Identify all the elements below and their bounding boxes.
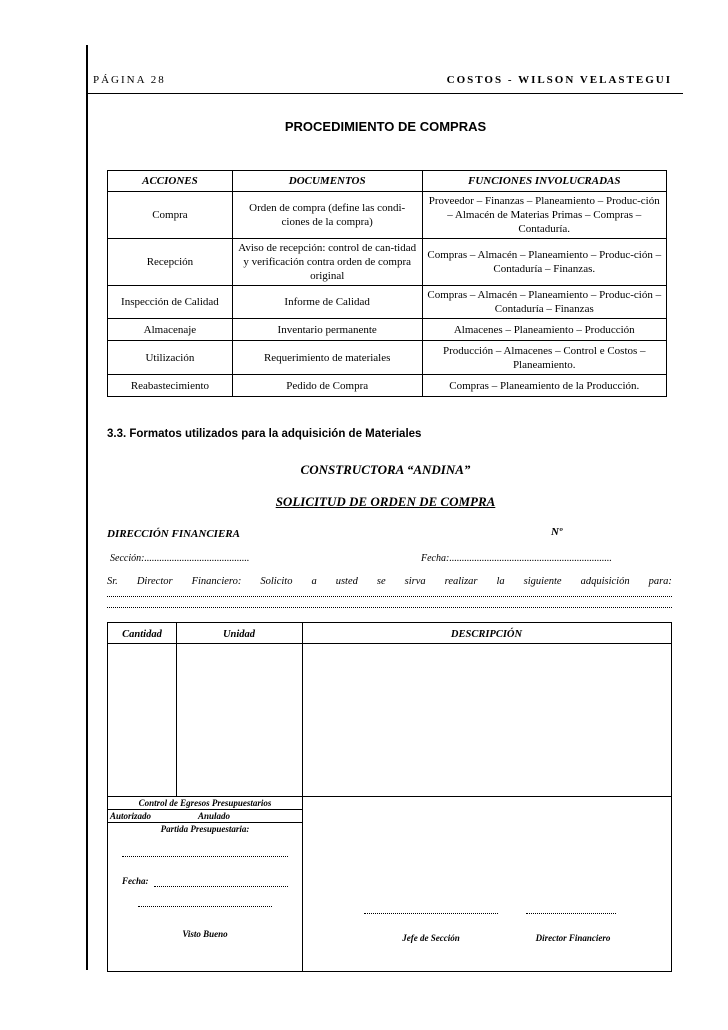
request-word: Solicito bbox=[260, 576, 293, 587]
document-cell: Pedido de Compra bbox=[232, 375, 422, 397]
request-word: usted bbox=[335, 576, 358, 587]
header-divider bbox=[88, 93, 683, 94]
functions-cell: Compras – Almacén – Planeamiento – Produc-ción – Contaduría – Finanzas. bbox=[422, 239, 667, 286]
document-cell: Informe de Calidad bbox=[232, 286, 422, 319]
request-word: para: bbox=[648, 576, 672, 587]
table-header-row bbox=[108, 171, 667, 192]
budget-control-label: Control de Egresos Presupuestarios bbox=[138, 798, 272, 808]
table-row bbox=[108, 375, 667, 397]
section-head-label: Jefe de Sección bbox=[402, 933, 460, 943]
procedure-table bbox=[107, 170, 667, 397]
cancelled-label: Anulado bbox=[198, 811, 231, 821]
column-header: DOCUMENTOS bbox=[232, 171, 422, 192]
request-word: sirva bbox=[404, 576, 426, 587]
header-rule bbox=[108, 643, 671, 644]
section-rule bbox=[108, 796, 671, 797]
table-row bbox=[108, 319, 667, 341]
request-word: adquisición bbox=[580, 576, 630, 587]
procedure-title: PROCEDIMIENTO DE COMPRAS bbox=[284, 119, 487, 134]
request-word: siguiente bbox=[523, 576, 562, 587]
request-word: la bbox=[496, 576, 505, 587]
financial-director-label: Director Financiero bbox=[535, 933, 611, 943]
request-word: a bbox=[311, 576, 317, 587]
authorized-label: Autorizado bbox=[110, 811, 152, 821]
order-form-grid bbox=[107, 622, 672, 972]
functions-cell: Producción – Almacenes – Control e Costos – Planeamiento. bbox=[422, 341, 667, 375]
functions-cell: Compras – Almacén – Planeamiento – Produc-ción – Contaduría – Finanzas bbox=[422, 286, 667, 319]
column-header: FUNCIONES INVOLUCRADAS bbox=[422, 171, 667, 192]
table-row bbox=[108, 286, 667, 319]
request-sentence bbox=[107, 576, 672, 587]
action-cell: Almacenaje bbox=[108, 319, 233, 341]
action-cell: Inspección de Calidad bbox=[108, 286, 233, 319]
director-signature-line[interactable] bbox=[526, 913, 616, 914]
action-cell: Utilización bbox=[108, 341, 233, 375]
table-row bbox=[108, 192, 667, 239]
quantity-column-header: Cantidad bbox=[122, 629, 162, 640]
description-column-header: DESCRIPCIÓN bbox=[450, 629, 523, 640]
section-field[interactable]: Sección:.......................................... bbox=[110, 553, 250, 564]
request-word: Director bbox=[136, 576, 173, 587]
section-heading: 3.3. Formatos utilizados para la adquisición de Materiales bbox=[107, 428, 422, 440]
budget-item-line[interactable] bbox=[122, 856, 288, 857]
department-label: DIRECCIÓN FINANCIERA bbox=[107, 528, 240, 540]
table-row bbox=[108, 341, 667, 375]
unit-column-header: Unidad bbox=[222, 629, 256, 640]
request-word: se bbox=[376, 576, 386, 587]
action-cell: Reabastecimiento bbox=[108, 375, 233, 397]
number-label: Nº bbox=[551, 526, 563, 538]
request-word: realizar bbox=[444, 576, 478, 587]
col-divider bbox=[176, 623, 177, 796]
document-cell: Aviso de recepción: control de can-tidad y verificación contra orden de compra original bbox=[232, 239, 422, 286]
approval-label: Visto Bueno bbox=[182, 929, 228, 939]
section-head-signature-line[interactable] bbox=[364, 913, 498, 914]
page-number: PÁGINA 28 bbox=[93, 74, 166, 86]
date-short-line[interactable] bbox=[154, 886, 288, 887]
functions-cell: Proveedor – Finanzas – Planeamiento – Produc-ción – Almacén de Materias Primas – Compras – Contaduría. bbox=[422, 192, 667, 239]
date-field[interactable]: Fecha:................................................................. bbox=[421, 553, 612, 564]
functions-cell: Compras – Planeamiento de la Producción. bbox=[422, 375, 667, 397]
budget-rule bbox=[108, 822, 302, 823]
document-cell: Orden de compra (define las condi-ciones de la compra) bbox=[232, 192, 422, 239]
action-cell: Compra bbox=[108, 192, 233, 239]
approval-signature-line[interactable] bbox=[138, 906, 272, 907]
functions-cell: Almacenes – Planeamiento – Producción bbox=[422, 319, 667, 341]
document-cell: Requerimiento de materiales bbox=[232, 341, 422, 375]
form-title: SOLICITUD DE ORDEN DE COMPRA bbox=[275, 494, 496, 509]
col-divider bbox=[302, 623, 303, 972]
budget-item-label: Partida Presupuestaria: bbox=[160, 824, 250, 834]
request-line-1[interactable] bbox=[107, 596, 672, 597]
column-header: ACCIONES bbox=[108, 171, 233, 192]
request-word: Financiero: bbox=[191, 576, 242, 587]
running-header: COSTOS - WILSON VELASTEGUI bbox=[446, 74, 672, 86]
document-cell: Inventario permanente bbox=[232, 319, 422, 341]
request-word: Sr. bbox=[107, 576, 118, 587]
company-name: CONSTRUCTORA “ANDINA” bbox=[300, 462, 471, 477]
budget-rule bbox=[108, 809, 302, 810]
date-short-label: Fecha: bbox=[122, 876, 149, 886]
action-cell: Recepción bbox=[108, 239, 233, 286]
table-row bbox=[108, 239, 667, 286]
request-line-2[interactable] bbox=[107, 607, 672, 608]
